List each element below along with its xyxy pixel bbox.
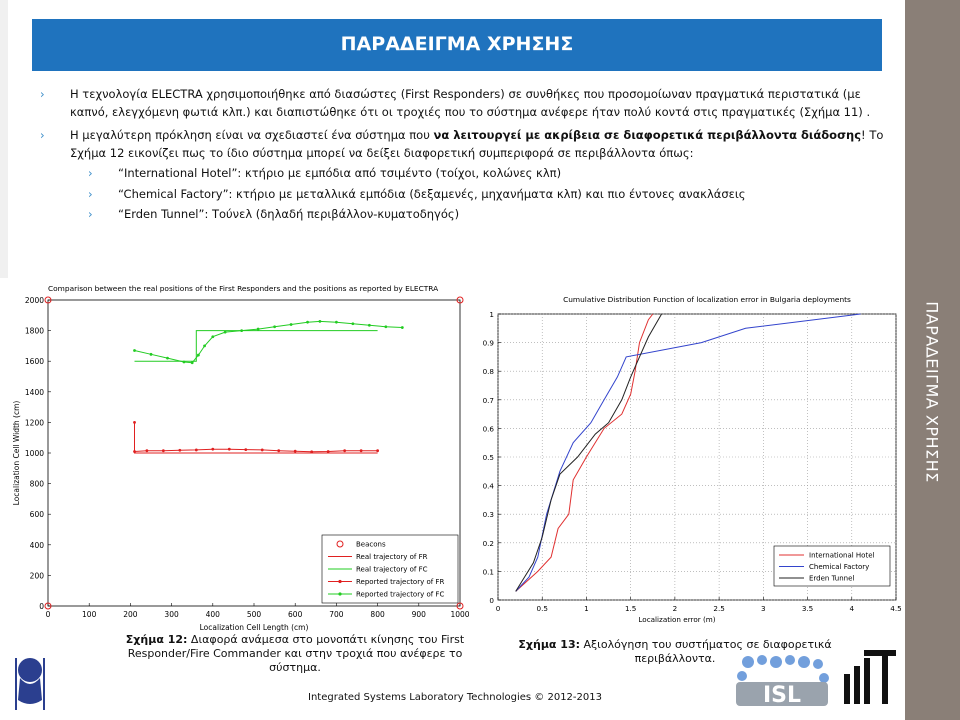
bullet-1 [40, 86, 890, 121]
x-tick-label: 0 [45, 610, 51, 619]
reported-fc-point [306, 321, 309, 324]
reported-fc-point [150, 353, 153, 356]
legend-label: Real trajectory of FR [356, 553, 428, 561]
y-tick-label: 1400 [24, 387, 44, 397]
reported-fr-point [133, 450, 136, 453]
x-tick-label: 2 [672, 604, 678, 613]
reported-fr-point [195, 449, 198, 452]
footer-copyright: Integrated Systems Laboratory Technologies © 2012-2013 [308, 692, 602, 703]
sub-bullet-3-text: “Erden Tunnel”: Τούνελ (δηλαδή περιβάλλον-κυματοδηγός) [118, 207, 460, 221]
arrow-icon: › [88, 166, 93, 180]
y-tick-label: 0.8 [482, 367, 494, 377]
x-tick-label: 2.5 [713, 604, 725, 613]
reported-fr-point [327, 450, 330, 453]
reported-fc-point [166, 357, 169, 360]
y-tick-label: 1 [489, 310, 494, 319]
y-tick-label: 0.4 [482, 481, 494, 491]
reported-fr-point [261, 449, 264, 452]
y-tick-label: 1600 [24, 357, 44, 367]
page-title: ΠΑΡΑΔΕΙΓΜΑ ΧΡΗΣΗΣ [340, 33, 574, 55]
reported-fc-point [290, 323, 293, 326]
reported-fc-point [384, 325, 387, 328]
arrow-icon: › [40, 128, 45, 142]
y-tick-label: 600 [29, 510, 44, 520]
y-tick-label: 1200 [24, 418, 44, 428]
reported-fc-point [224, 331, 227, 334]
y-tick-label: 0.6 [482, 424, 494, 434]
x-tick-label: 1000 [450, 610, 470, 619]
caption-fig13-text: Αξιολόγηση του συστήματος σε διαφορετικά περιβάλλοντα. [580, 638, 832, 665]
y-tick-label: 400 [29, 540, 44, 550]
y-tick-label: 0 [489, 596, 494, 605]
side-title: ΠΑΡΑΔΕΙΓΜΑ ΧΡΗΣΗΣ [922, 301, 942, 483]
legend-label: Beacons [356, 540, 386, 549]
ntua-logo [840, 646, 898, 706]
bullet-2 [40, 127, 890, 162]
bullet-2-bold: να λειτουργεί με ακρίβεια σε διαφορετικά περιβάλλοντα διάδοσης [433, 128, 862, 142]
reported-fr-point [178, 449, 181, 452]
sub-bullet-3 [40, 206, 890, 224]
reported-fc-point [351, 322, 354, 325]
chart-title: Comparison between the real positions of the First Responders and the positions as reported by ELECTRA [48, 284, 439, 293]
bullet-2-text-end: ! Το Σχήμα 12 εικονίζει πως το ίδιο σύστημα μπορεί να δείξει διαφορετική συμπεριφορά σε περιβάλλοντα όπως: [70, 128, 884, 160]
reported-fc-point [240, 329, 243, 332]
y-tick-label: 0.1 [482, 567, 494, 577]
isl-logo-text: ISL [762, 683, 802, 708]
x-tick-label: 4 [849, 604, 855, 613]
x-axis-label: Localization Cell Length (cm) [199, 623, 309, 632]
y-tick-label: 0 [39, 602, 44, 611]
reported-fr-point [145, 449, 148, 452]
title-bar [32, 19, 882, 71]
x-tick-label: 1.5 [624, 604, 637, 613]
reported-fc-point [401, 326, 404, 329]
reported-fc-point [191, 361, 194, 364]
chart-title: Cumulative Distribution Function of localization error in Bulgaria deployments [563, 295, 851, 304]
reported-fc-point [368, 324, 371, 327]
reported-fc-point [273, 325, 276, 328]
x-tick-label: 100 [82, 610, 97, 619]
x-tick-label: 4.5 [890, 604, 902, 613]
bullet-list [40, 86, 890, 227]
x-tick-label: 500 [246, 610, 262, 619]
caption-fig12-text: Διαφορά ανάμεσα στο μονοπάτι κίνησης του First Responder/Fire Commander και στην τροχιά που ανέφερε το σύστημα. [127, 633, 465, 674]
legend-label: Real trajectory of FC [356, 565, 428, 574]
x-tick-label: 0 [495, 604, 501, 613]
arrow-icon: › [40, 87, 45, 101]
reported-fr-point [228, 448, 231, 451]
y-tick-label: 0.7 [482, 395, 494, 405]
x-tick-label: 900 [411, 610, 426, 619]
reported-fr-point [376, 449, 379, 452]
reported-fr-point [211, 448, 214, 451]
reported-fr-point [162, 449, 165, 452]
reported-fr-point [277, 449, 280, 452]
legend-label: Reported trajectory of FC [356, 590, 445, 599]
reported-fc-point [133, 349, 136, 352]
sub-bullet-1 [40, 165, 890, 183]
legend-label: Reported trajectory of FR [356, 578, 445, 586]
reported-fr-point [244, 448, 247, 451]
bullet-1-text: Η τεχνολογία ELECTRA χρησιμοποιήθηκε από διασώστες (First Responders) σε συνθήκες που προσομοίωναν πραγματικά περιστατικά (με καπνό, ελεγχόμενη φωτιά κλπ.) και διαπιστώθηκε ότι οι τροχιές που το σύστημα ανέφερε ήταν πολύ κοντά στις πραγματικές (Σχήμα 11) . [70, 87, 871, 119]
x-tick-label: 3 [761, 604, 766, 613]
bullet-2-text: Η μεγαλύτερη πρόκληση είναι να σχεδιαστεί ένα σύστημα που [70, 128, 434, 142]
x-tick-label: 200 [123, 610, 138, 619]
democritus-logo [12, 650, 48, 714]
reported-fc-point [335, 321, 338, 324]
reported-fr-point [360, 449, 363, 452]
sub-bullet-2 [40, 186, 890, 204]
reported-fc-point [257, 328, 260, 331]
y-tick-label: 0.5 [482, 453, 494, 462]
cdf-chart [478, 288, 904, 628]
legend-swatch-marker [338, 580, 341, 583]
y-tick-label: 0.9 [482, 338, 494, 348]
y-tick-label: 0.2 [482, 538, 494, 548]
sub-bullet-2-text: “Chemical Factory”: κτήριο με μεταλλικά εμπόδια (δεξαμενές, μηχανήματα κλπ) και πιο έντονες ανακλάσεις [118, 186, 746, 201]
x-tick-label: 3.5 [801, 604, 814, 613]
legend-swatch-marker [338, 592, 341, 595]
y-tick-label: 1800 [24, 326, 44, 336]
reported-fc-point [319, 320, 322, 323]
isl-logo [728, 652, 836, 710]
sub-bullet-1-text: “International Hotel”: κτήριο με εμπόδια από τσιμέντο (τοίχοι, κολώνες κλπ) [118, 166, 562, 180]
y-tick-label: 2000 [24, 296, 44, 305]
arrow-icon: › [88, 207, 93, 221]
x-tick-label: 1 [584, 604, 589, 613]
y-tick-label: 800 [29, 479, 44, 489]
trajectory-chart [8, 278, 478, 636]
y-tick-label: 200 [29, 571, 44, 581]
x-tick-label: 300 [164, 610, 179, 619]
y-tick-label: 0.3 [482, 510, 494, 520]
x-tick-label: 600 [288, 610, 303, 619]
y-tick-label: 1000 [24, 449, 44, 458]
legend-label: International Hotel [809, 551, 875, 560]
y-axis-label: Localization Cell Width (cm) [12, 400, 21, 506]
caption-fig12-label: Σχήμα 12: [125, 633, 188, 646]
caption-fig13-label: Σχήμα 13: [518, 638, 581, 651]
reported-fr-point [310, 450, 313, 453]
x-axis-label: Localization error (m) [638, 615, 716, 624]
x-tick-label: 800 [370, 610, 385, 619]
legend-label: Chemical Factory [809, 563, 870, 571]
x-tick-label: 400 [205, 610, 220, 619]
reported-fr-point [294, 450, 297, 453]
caption-fig12 [120, 633, 470, 675]
x-tick-label: 0.5 [536, 604, 548, 613]
reported-fr-point [343, 449, 346, 452]
left-strip [0, 0, 8, 278]
reported-fr-point [133, 421, 136, 424]
reported-fc-point [197, 354, 200, 357]
x-tick-label: 700 [329, 610, 344, 619]
reported-fc-point [203, 345, 206, 348]
legend-label: Erden Tunnel [809, 574, 855, 583]
reported-fc-point [211, 335, 214, 338]
arrow-icon: › [88, 186, 93, 201]
reported-fc-point [183, 361, 186, 364]
